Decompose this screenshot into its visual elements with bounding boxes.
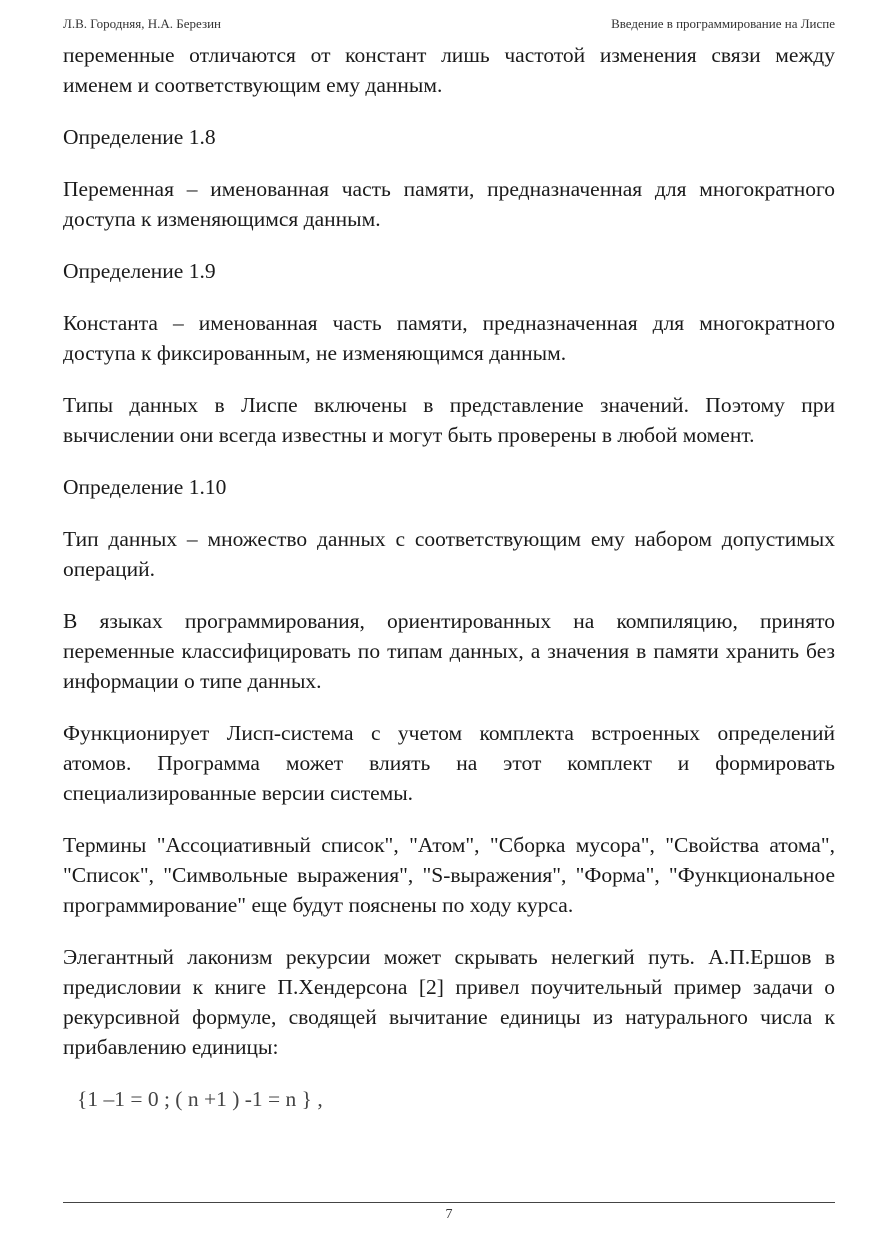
paragraph: Термины "Ассоциативный список", "Атом", "Сборка мусора", "Свойства атома", "Список", "Символьные выражения", "S-выражения", "Форма", "Функциональное программирование" еще будут пояснены по ходу курса. [63,833,835,917]
running-header [63,16,835,36]
definition-heading: Определение 1.9 [63,259,216,283]
paragraph: В языках программирования, ориентированных на компиляцию, принято переменные классифицировать по типам данных, а значения в памяти хранить без информации о типе данных. [63,609,835,693]
page-number: 7 [445,1207,453,1222]
paragraph: Элегантный лаконизм рекурсии может скрывать нелегкий путь. А.П.Ершов в предисловии к книге П.Хендерсона [2] привел поучительный пример задачи о рекурсивной формуле, сводящей вычитание единицы из натурального числа к прибавлению единицы: [63,945,835,1059]
paragraph: переменные отличаются от констант лишь частотой изменения связи между именем и соответствующим ему данным. [63,43,835,97]
definition-text: Переменная – именованная часть памяти, предназначенная для многократного доступа к изменяющимся данным. [63,177,835,231]
body-text [63,40,835,1114]
paragraph: Функционирует Лисп-система с учетом комплекта встроенных определений атомов. Программа может влиять на этот комплект и формировать специализированные версии системы. [63,721,835,805]
header-book-title: Введение в программирование на Лиспе [611,16,835,31]
footer-rule [63,1202,835,1203]
definition-text: Тип данных – множество данных с соответствующим ему набором допустимых операций. [63,527,835,581]
paragraph: Типы данных в Лиспе включены в представление значений. Поэтому при вычислении они всегда известны и могут быть проверены в любой момент. [63,393,835,447]
definition-heading: Определение 1.8 [63,125,216,149]
document-page [63,0,835,1241]
definition-heading: Определение 1.10 [63,475,227,499]
header-authors: Л.В. Городняя, Н.А. Березин [63,16,222,31]
formula: {1 –1 = 0 ; ( n +1 ) -1 = n } , [77,1087,323,1111]
definition-text: Константа – именованная часть памяти, предназначенная для многократного доступа к фиксированным, не изменяющимся данным. [63,311,835,365]
